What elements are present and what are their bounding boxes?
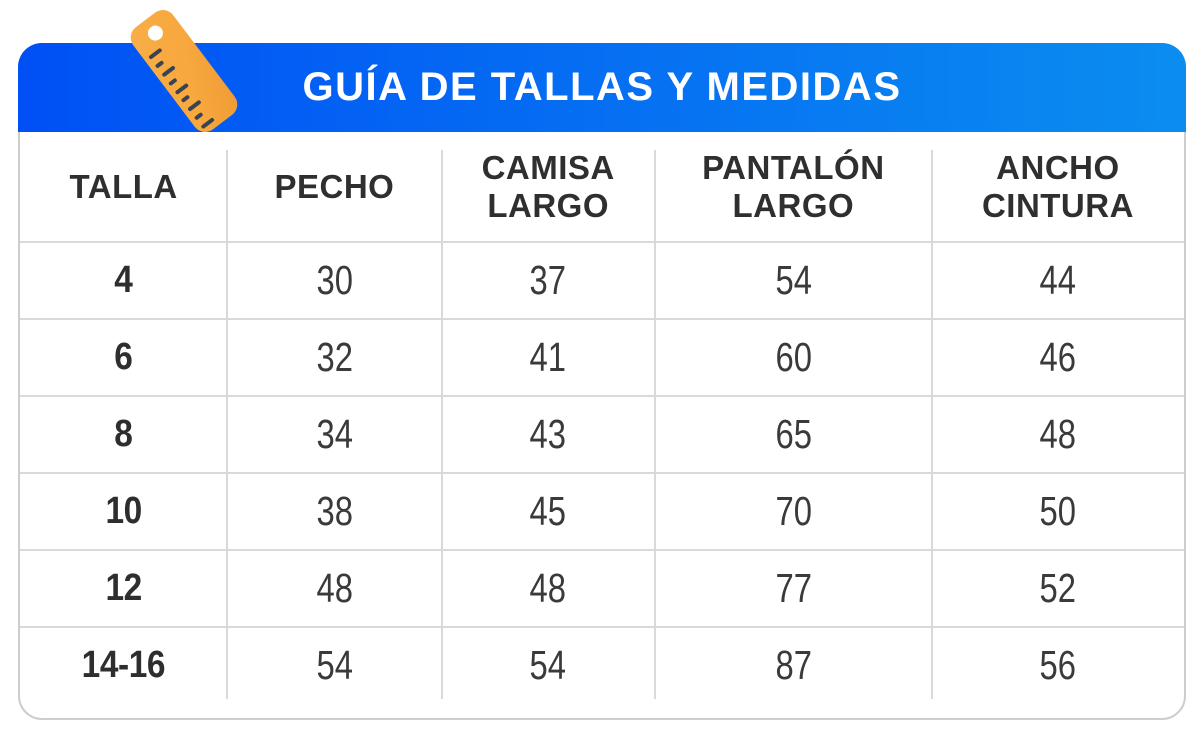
size-label-cell — [20, 397, 227, 472]
pecho-cell — [227, 320, 441, 395]
table-row-size-12 — [20, 549, 1184, 626]
camisa-largo-cell — [442, 474, 655, 549]
measure-value: 41 — [529, 334, 567, 380]
column-header-pecho — [227, 132, 441, 241]
table-header-row — [20, 132, 1184, 241]
measure-value: 43 — [529, 411, 567, 457]
column-header-label: TALLA — [69, 167, 178, 205]
pantalon-largo-cell — [655, 397, 932, 472]
table-row-size-14-16 — [20, 626, 1184, 703]
ancho-cintura-cell — [932, 320, 1184, 395]
ancho-cintura-cell — [932, 628, 1184, 703]
measure-value: 77 — [775, 565, 812, 611]
page-title: GUÍA DE TALLAS Y MEDIDAS — [302, 65, 902, 109]
pantalon-largo-cell — [655, 628, 932, 703]
measure-value: 54 — [775, 257, 812, 303]
table-row-size-10 — [20, 472, 1184, 549]
pecho-cell — [227, 243, 441, 318]
pecho-cell — [227, 474, 441, 549]
column-header-ancho-cintura — [932, 132, 1184, 241]
column-header-label: PECHO — [274, 167, 395, 205]
size-label-cell — [20, 628, 227, 703]
ruler-hole — [145, 23, 166, 44]
camisa-largo-cell — [442, 243, 655, 318]
ancho-cintura-cell — [932, 243, 1184, 318]
table-row-size-8 — [20, 395, 1184, 472]
ancho-cintura-cell — [932, 551, 1184, 626]
measure-value: 48 — [316, 565, 353, 611]
ancho-cintura-cell — [932, 474, 1184, 549]
size-label-cell — [20, 474, 227, 549]
table-row-size-6 — [20, 318, 1184, 395]
size-label-cell — [20, 243, 227, 318]
size-value: 6 — [114, 336, 133, 378]
measure-value: 52 — [1039, 565, 1077, 611]
size-value: 4 — [114, 259, 133, 301]
pantalon-largo-cell — [655, 320, 932, 395]
column-header-camisa-largo — [442, 132, 655, 241]
measure-value: 65 — [775, 411, 812, 457]
measure-value: 46 — [1039, 334, 1077, 380]
column-header-label: PANTALÓN LARGO — [702, 149, 885, 224]
column-header-pantalon-largo — [655, 132, 932, 241]
measure-value: 44 — [1039, 257, 1077, 303]
measure-value: 30 — [316, 257, 353, 303]
table-row-size-4 — [20, 241, 1184, 318]
measure-value: 87 — [775, 642, 812, 688]
camisa-largo-cell — [442, 397, 655, 472]
measure-value: 48 — [529, 565, 567, 611]
size-value: 10 — [105, 490, 142, 532]
measure-value: 48 — [1039, 411, 1077, 457]
measure-value: 54 — [529, 642, 567, 688]
camisa-largo-cell — [442, 551, 655, 626]
ancho-cintura-cell — [932, 397, 1184, 472]
column-header-talla — [20, 132, 227, 241]
measure-value: 56 — [1039, 642, 1077, 688]
measure-value: 60 — [775, 334, 812, 380]
pecho-cell — [227, 628, 441, 703]
measure-value: 38 — [316, 488, 353, 534]
size-label-cell — [20, 551, 227, 626]
measure-value: 50 — [1039, 488, 1077, 534]
camisa-largo-cell — [442, 628, 655, 703]
measure-value: 45 — [529, 488, 567, 534]
measure-value: 34 — [316, 411, 353, 457]
column-header-label: ANCHO CINTURA — [981, 149, 1134, 224]
camisa-largo-cell — [442, 320, 655, 395]
pantalon-largo-cell — [655, 474, 932, 549]
measure-value: 70 — [775, 488, 812, 534]
size-table — [20, 132, 1184, 718]
size-value: 8 — [114, 413, 133, 455]
size-value: 12 — [105, 567, 142, 609]
measure-value: 54 — [316, 642, 353, 688]
pecho-cell — [227, 551, 441, 626]
size-guide-card — [18, 43, 1186, 720]
column-header-label: CAMISA LARGO — [481, 149, 615, 224]
pantalon-largo-cell — [655, 551, 932, 626]
measure-value: 32 — [316, 334, 353, 380]
measure-value: 37 — [529, 257, 567, 303]
size-value: 14-16 — [81, 644, 166, 686]
pecho-cell — [227, 397, 441, 472]
pantalon-largo-cell — [655, 243, 932, 318]
size-label-cell — [20, 320, 227, 395]
